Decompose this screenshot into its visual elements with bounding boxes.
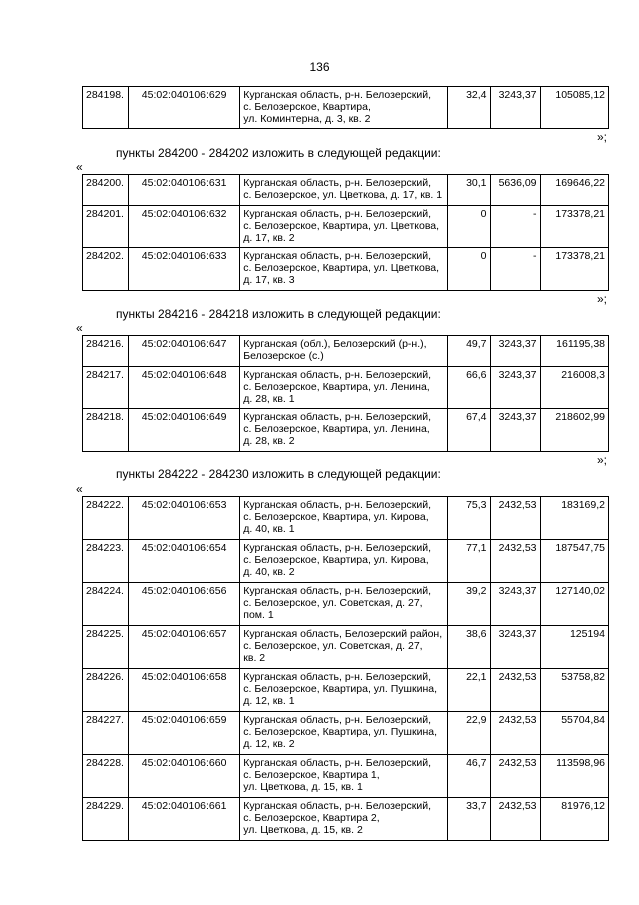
- table-row: [83, 712, 609, 755]
- item-number-cell: 284228.: [83, 755, 129, 798]
- cadastral-value-cell: 169646,22: [540, 175, 608, 206]
- area-cell: 32,4: [447, 87, 490, 129]
- unit-price-cell: 2432,53: [490, 669, 540, 712]
- address-line: Курганская область, р-н. Белозерский,: [243, 250, 432, 262]
- address-cell: [240, 206, 447, 248]
- cadastral-number-cell: 45:02:040106:659: [128, 712, 239, 755]
- address-cell: [240, 497, 447, 540]
- address-line: Курганская область, р-н. Белозерский,: [243, 499, 432, 511]
- address-line: Курганская область, р-н. Белозерский,: [243, 800, 432, 812]
- opening-quote: «: [76, 321, 83, 335]
- table-row: [83, 669, 609, 712]
- address-line: Курганская область, р-н. Белозерский,: [243, 208, 432, 220]
- item-number-cell: 284223.: [83, 540, 129, 583]
- item-number-cell: 284201.: [83, 206, 129, 248]
- address-line: Курганская область, р-н. Белозерский,: [243, 89, 432, 101]
- address-line: кв. 2: [243, 652, 266, 664]
- unit-price-cell: 2432,53: [490, 755, 540, 798]
- unit-price-cell: 2432,53: [490, 497, 540, 540]
- address-line: ул. Коминтерна, д. 3, кв. 2: [243, 113, 371, 125]
- cadastral-number-cell: 45:02:040106:660: [128, 755, 239, 798]
- address-line: с. Белозерское, Квартира 2,: [243, 812, 380, 824]
- unit-price-cell: -: [490, 248, 540, 291]
- opening-quote: «: [76, 160, 83, 174]
- table-row: [83, 540, 609, 583]
- area-cell: 0: [447, 206, 490, 248]
- address-line: с. Белозерское, Квартира, ул. Пушкина,: [243, 683, 437, 695]
- area-cell: 46,7: [447, 755, 490, 798]
- area-cell: 38,6: [447, 626, 490, 669]
- amendment-heading: пункты 284216 - 284218 изложить в следующей редакции:: [116, 307, 441, 321]
- address-line: д. 12, кв. 1: [243, 695, 295, 707]
- unit-price-cell: 3243,37: [490, 87, 540, 129]
- registry-table: [82, 174, 609, 291]
- table-row: [83, 367, 609, 409]
- cadastral-value-cell: 127140,02: [540, 583, 608, 626]
- address-line: Курганская область, р-н. Белозерский,: [243, 585, 432, 597]
- cadastral-value-cell: 216008,3: [540, 367, 608, 409]
- unit-price-cell: 3243,37: [490, 367, 540, 409]
- address-line: д. 12, кв. 2: [243, 738, 295, 750]
- address-line: Курганская область, р-н. Белозерский,: [243, 542, 432, 554]
- address-line: д. 28, кв. 1: [243, 393, 295, 405]
- registry-table: [82, 335, 609, 452]
- item-number-cell: 284198.: [83, 87, 129, 129]
- table-row: [83, 626, 609, 669]
- cadastral-number-cell: 45:02:040106:653: [128, 497, 239, 540]
- address-line: Курганская область, Белозерский район,: [243, 628, 443, 640]
- registry-table: [82, 496, 609, 841]
- unit-price-cell: -: [490, 206, 540, 248]
- cadastral-number-cell: 45:02:040106:647: [128, 336, 239, 367]
- address-line: с. Белозерское, ул. Цветкова, д. 17, кв. 1: [243, 189, 443, 201]
- cadastral-value-cell: 105085,12: [540, 87, 608, 129]
- area-cell: 33,7: [447, 798, 490, 841]
- table-row: [83, 409, 609, 452]
- cadastral-value-cell: 113598,96: [540, 755, 608, 798]
- area-cell: 75,3: [447, 497, 490, 540]
- cadastral-value-cell: 183169,2: [540, 497, 608, 540]
- item-number-cell: 284217.: [83, 367, 129, 409]
- amendment-heading: пункты 284200 - 284202 изложить в следующей редакции:: [116, 146, 441, 160]
- area-cell: 49,7: [447, 336, 490, 367]
- address-line: Курганская (обл.), Белозерский (р-н.),: [243, 338, 427, 350]
- address-line: с. Белозерское, Квартира, ул. Кирова,: [243, 511, 429, 523]
- address-line: с. Белозерское, ул. Советская, д. 27,: [243, 640, 423, 652]
- address-line: Белозерское (с.): [243, 350, 324, 362]
- address-line: д. 17, кв. 3: [243, 274, 295, 286]
- amendment-heading: пункты 284222 - 284230 изложить в следующей редакции:: [116, 467, 441, 481]
- area-cell: 22,9: [447, 712, 490, 755]
- cadastral-value-cell: 125194: [540, 626, 608, 669]
- area-cell: 66,6: [447, 367, 490, 409]
- address-line: пом. 1: [243, 609, 274, 621]
- item-number-cell: 284229.: [83, 798, 129, 841]
- address-cell: [240, 367, 447, 409]
- address-line: с. Белозерское, Квартира, ул. Ленина,: [243, 423, 430, 435]
- address-line: Курганская область, р-н. Белозерский,: [243, 671, 432, 683]
- unit-price-cell: 2432,53: [490, 712, 540, 755]
- address-cell: [240, 87, 447, 129]
- table-row: [83, 175, 609, 206]
- item-number-cell: 284225.: [83, 626, 129, 669]
- address-cell: [240, 540, 447, 583]
- address-line: д. 28, кв. 2: [243, 435, 295, 447]
- table-row: [83, 755, 609, 798]
- address-line: Курганская область, р-н. Белозерский,: [243, 757, 432, 769]
- cadastral-value-cell: 218602,99: [540, 409, 608, 452]
- cadastral-value-cell: 161195,38: [540, 336, 608, 367]
- item-number-cell: 284200.: [83, 175, 129, 206]
- address-cell: [240, 336, 447, 367]
- closing-quote: »;: [597, 130, 608, 144]
- unit-price-cell: 3243,37: [490, 583, 540, 626]
- address-cell: [240, 669, 447, 712]
- address-cell: [240, 798, 447, 841]
- address-line: с. Белозерское, Квартира, ул. Кирова,: [243, 554, 429, 566]
- cadastral-number-cell: 45:02:040106:649: [128, 409, 239, 452]
- address-line: Курганская область, р-н. Белозерский,: [243, 177, 432, 189]
- address-line: Курганская область, р-н. Белозерский,: [243, 411, 432, 423]
- registry-table: [82, 86, 609, 129]
- area-cell: 39,2: [447, 583, 490, 626]
- cadastral-number-cell: 45:02:040106:658: [128, 669, 239, 712]
- unit-price-cell: 5636,09: [490, 175, 540, 206]
- cadastral-number-cell: 45:02:040106:657: [128, 626, 239, 669]
- address-cell: [240, 248, 447, 291]
- address-cell: [240, 755, 447, 798]
- address-cell: [240, 626, 447, 669]
- item-number-cell: 284227.: [83, 712, 129, 755]
- page-number: 136: [309, 60, 330, 74]
- item-number-cell: 284202.: [83, 248, 129, 291]
- cadastral-value-cell: 187547,75: [540, 540, 608, 583]
- area-cell: 67,4: [447, 409, 490, 452]
- address-line: с. Белозерское, Квартира, ул. Ленина,: [243, 381, 430, 393]
- table-row: [83, 798, 609, 841]
- item-number-cell: 284224.: [83, 583, 129, 626]
- address-line: д. 17, кв. 2: [243, 232, 295, 244]
- unit-price-cell: 3243,37: [490, 626, 540, 669]
- area-cell: 0: [447, 248, 490, 291]
- area-cell: 77,1: [447, 540, 490, 583]
- cadastral-value-cell: 81976,12: [540, 798, 608, 841]
- cadastral-value-cell: 173378,21: [540, 248, 608, 291]
- area-cell: 30,1: [447, 175, 490, 206]
- table-row: [83, 336, 609, 367]
- address-line: с. Белозерское, Квартира,: [243, 101, 371, 113]
- address-cell: [240, 712, 447, 755]
- address-line: Курганская область, р-н. Белозерский,: [243, 714, 432, 726]
- address-line: с. Белозерское, Квартира, ул. Цветкова,: [243, 220, 440, 232]
- address-cell: [240, 583, 447, 626]
- table-row: [83, 583, 609, 626]
- cadastral-number-cell: 45:02:040106:632: [128, 206, 239, 248]
- item-number-cell: 284216.: [83, 336, 129, 367]
- item-number-cell: 284226.: [83, 669, 129, 712]
- cadastral-number-cell: 45:02:040106:631: [128, 175, 239, 206]
- cadastral-number-cell: 45:02:040106:656: [128, 583, 239, 626]
- cadastral-value-cell: 55704,84: [540, 712, 608, 755]
- address-cell: [240, 175, 447, 206]
- address-line: с. Белозерское, ул. Советская, д. 27,: [243, 597, 423, 609]
- unit-price-cell: 3243,37: [490, 409, 540, 452]
- unit-price-cell: 3243,37: [490, 336, 540, 367]
- area-cell: 22,1: [447, 669, 490, 712]
- closing-quote: »;: [597, 453, 608, 467]
- unit-price-cell: 2432,53: [490, 798, 540, 841]
- address-line: ул. Цветкова, д. 15, кв. 2: [243, 824, 363, 836]
- opening-quote: «: [76, 482, 83, 496]
- cadastral-number-cell: 45:02:040106:629: [128, 87, 239, 129]
- table-row: [83, 497, 609, 540]
- cadastral-number-cell: 45:02:040106:661: [128, 798, 239, 841]
- address-line: с. Белозерское, Квартира, ул. Пушкина,: [243, 726, 437, 738]
- address-line: с. Белозерское, Квартира, ул. Цветкова,: [243, 262, 440, 274]
- cadastral-value-cell: 173378,21: [540, 206, 608, 248]
- address-cell: [240, 409, 447, 452]
- table-row: [83, 87, 609, 129]
- table-row: [83, 248, 609, 291]
- cadastral-value-cell: 53758,82: [540, 669, 608, 712]
- item-number-cell: 284218.: [83, 409, 129, 452]
- table-row: [83, 206, 609, 248]
- cadastral-number-cell: 45:02:040106:648: [128, 367, 239, 409]
- address-line: Курганская область, р-н. Белозерский,: [243, 369, 432, 381]
- closing-quote: »;: [597, 292, 608, 306]
- cadastral-number-cell: 45:02:040106:654: [128, 540, 239, 583]
- unit-price-cell: 2432,53: [490, 540, 540, 583]
- address-line: ул. Цветкова, д. 15, кв. 1: [243, 781, 363, 793]
- cadastral-number-cell: 45:02:040106:633: [128, 248, 239, 291]
- item-number-cell: 284222.: [83, 497, 129, 540]
- address-line: с. Белозерское, Квартира 1,: [243, 769, 380, 781]
- address-line: д. 40, кв. 1: [243, 523, 295, 535]
- address-line: д. 40, кв. 2: [243, 566, 295, 578]
